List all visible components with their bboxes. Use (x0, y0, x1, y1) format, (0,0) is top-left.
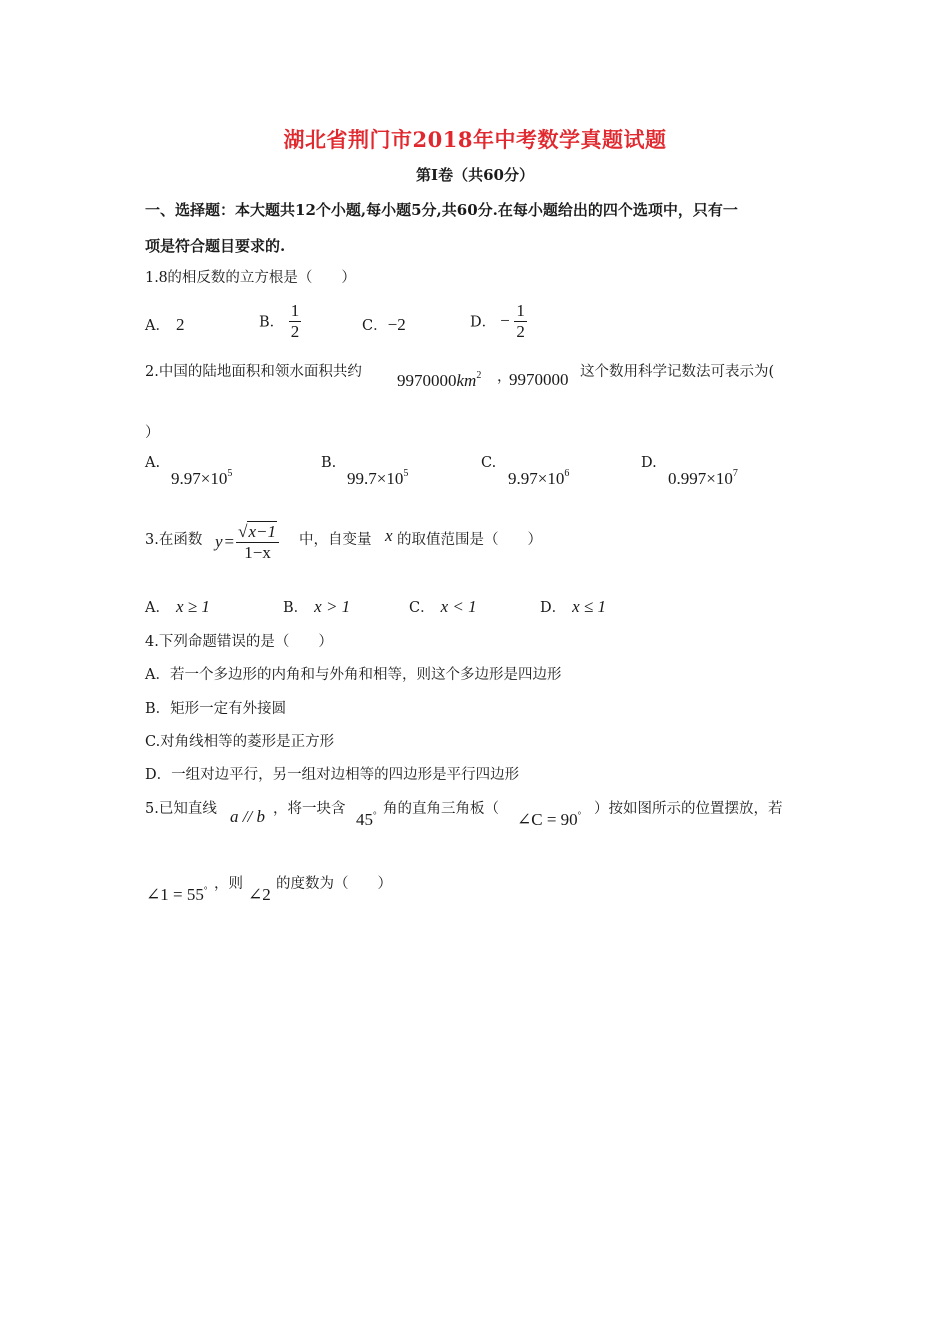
denominator: 1−x (244, 542, 271, 562)
equals: = (224, 532, 235, 552)
numerator: 1 (516, 301, 525, 320)
angle-value: ∠1 = 55 (146, 885, 204, 904)
option-value: x ≥ 1 (175, 597, 210, 616)
q2-text: 2.中国的陆地面积和领水面积共约 (145, 364, 362, 380)
q3-option-b (283, 596, 350, 617)
q3-tail-text: 的取值范围是（ ） (397, 532, 542, 548)
base: 0.997×10 (668, 469, 733, 488)
q2-option-b-label: B. (321, 455, 337, 471)
q5-text2: ，将一块含 (273, 801, 346, 817)
question-1 (145, 266, 356, 287)
q4-option-c: C.对角线相等的菱形是正方形 (145, 734, 335, 750)
q2-text2: 这个数用科学记数法可表示为( (580, 364, 775, 380)
q1-option-d (470, 301, 527, 341)
q4-option-b: B．矩形一定有外接圆 (145, 701, 287, 717)
radicand: x−1 (248, 522, 277, 541)
option-value: −2 (387, 315, 406, 334)
exponent: 7 (732, 468, 738, 479)
q3-function (215, 522, 279, 562)
sqrt-icon: √ (238, 522, 248, 541)
option-label: B． (259, 314, 285, 331)
option-value: x > 1 (314, 597, 351, 616)
q3-mid-text: 中，自变量 (299, 532, 372, 548)
unit-exponent: 2 (476, 370, 482, 381)
base: 9.97×10 (171, 469, 228, 488)
q2-option-a-value (171, 468, 232, 489)
minus-sign: − (500, 311, 510, 331)
q2-option-c-value (508, 468, 569, 489)
section-instruction-line2: 项是符合题目要求的. (145, 237, 286, 255)
q1-value: 8 (158, 267, 168, 286)
q1-text: 的相反数的立方根是（ ） (167, 270, 356, 286)
option-label: C． (362, 318, 388, 334)
base: 99.7×10 (347, 469, 404, 488)
q2-option-c-label: C. (481, 455, 497, 471)
q5-text5: ，则 (214, 876, 243, 892)
base: 9.97×10 (508, 469, 565, 488)
numerator: 1 (290, 301, 300, 320)
fraction (289, 301, 302, 341)
q4-option-d: D．一组对边平行，另一组对边相等的四边形是平行四边形 (145, 767, 520, 783)
q3-option-a (145, 596, 210, 617)
q1-option-a (145, 314, 184, 335)
q1-option-c (362, 314, 406, 335)
exponent: 6 (564, 468, 570, 479)
q5-angle-c: ∠C = 90° (517, 810, 582, 829)
q3-variable: x (385, 526, 393, 545)
denominator: 2 (516, 321, 525, 341)
fraction (514, 301, 527, 341)
q5-parallel-lines: a // b (230, 807, 265, 826)
q3-text: 3.在函数 (145, 532, 203, 548)
q1-option-b (259, 301, 301, 341)
q5-text4: ）按如图所示的位置摆放，若 (594, 801, 783, 817)
option-value: 2 (175, 315, 185, 334)
area-unit: km (456, 371, 477, 390)
q5-text3: 角的直角三角板（ (383, 801, 499, 817)
option-label: A． (145, 318, 170, 334)
q2-option-d-value (668, 468, 738, 489)
q2-option-d-label: D. (641, 455, 657, 471)
option-value: x ≤ 1 (572, 597, 607, 616)
option-label: B． (283, 600, 309, 616)
q2-number: 9970000 (509, 370, 569, 389)
q5-angle-1: ∠1 = 55° (146, 885, 208, 904)
volume-heading: 第Ⅰ卷（共60分） (416, 166, 534, 184)
angle-value: 45 (356, 810, 373, 829)
q3-option-d (540, 596, 606, 617)
option-label: D． (540, 600, 567, 616)
q3-option-c (409, 596, 477, 617)
q4-text: 4.下列命题错误的是（ ） (145, 634, 333, 650)
option-label: A． (145, 600, 170, 616)
q5-text6: 的度数为（ ） (276, 876, 392, 892)
area-value: 9970000 (397, 371, 457, 390)
denominator: 2 (290, 321, 300, 341)
q2-option-a-label: A. (145, 455, 161, 471)
q2-area (397, 370, 481, 391)
exponent: 5 (403, 468, 409, 479)
option-label: D． (470, 314, 497, 331)
q5-angle-2: ∠2 (248, 885, 271, 904)
exponent: 5 (227, 468, 233, 479)
q2-option-b-value (347, 468, 408, 489)
fraction (236, 522, 279, 562)
q5-angle-45: 45° (356, 810, 377, 829)
angle-value: ∠C = 90 (517, 810, 578, 829)
q2-close-paren: ） (145, 425, 160, 441)
page-title: 湖北省荆门市2018年中考数学真题试题 (283, 127, 667, 152)
numerator (236, 522, 279, 543)
section-instruction-line1: 一、选择题：本大题共12个小题,每小题5分,共60分.在每小题给出的四个选项中，只有一 (145, 201, 738, 219)
q4-option-a: A．若一个多边形的内角和与外角和相等，则这个多边形是四边形 (145, 667, 562, 683)
q1-number: 1. (145, 270, 159, 286)
option-value: x < 1 (440, 597, 477, 616)
option-label: C． (409, 600, 435, 616)
y-var: y (215, 532, 223, 552)
q5-text: 5.已知直线 (145, 801, 217, 817)
q2-comma: ， (497, 369, 512, 385)
